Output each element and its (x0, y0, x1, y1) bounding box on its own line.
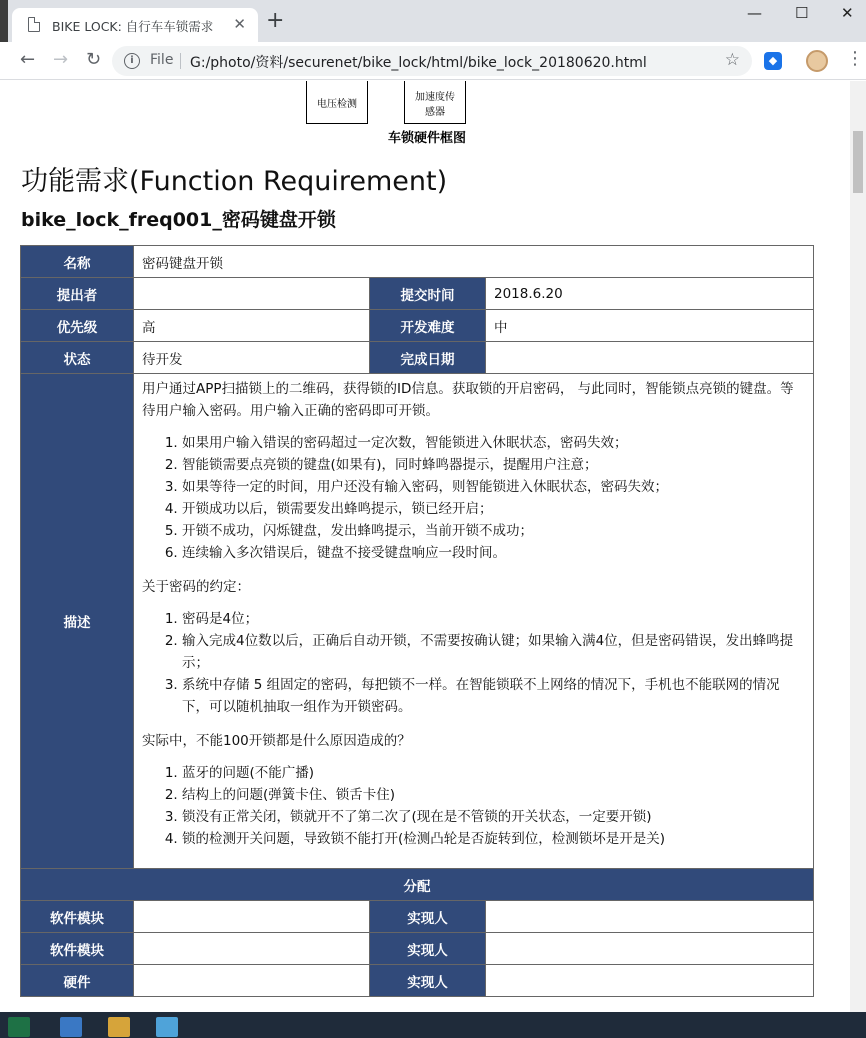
tab-close-icon[interactable]: ✕ (233, 15, 246, 33)
status-value: 待开发 (134, 342, 370, 374)
implementer-value (486, 901, 814, 933)
page-content (8, 81, 850, 1012)
assign-row-label: 软件模块 (21, 933, 134, 965)
reload-button[interactable]: ↻ (86, 49, 102, 70)
requirement-table (20, 245, 814, 997)
list-item: 5. 开锁不成功，闪烁键盘，发出蜂鸣提示，当前开锁不成功； (182, 520, 805, 542)
new-tab-button[interactable]: + (266, 8, 285, 33)
diagram-box-accelerometer (404, 81, 466, 124)
assign-row-value (134, 901, 370, 933)
assign-row-label: 软件模块 (21, 901, 134, 933)
submit-time-label: 提交时间 (370, 278, 486, 310)
list-item: 3. 如果等待一定的时间，用户还没有输入密码，则智能锁进入休眠状态，密码失效； (182, 476, 805, 498)
browser-toolbar (0, 42, 866, 80)
table-row (21, 965, 814, 997)
file-explorer-icon[interactable] (60, 1017, 82, 1037)
implementer-value (486, 933, 814, 965)
table-row (21, 901, 814, 933)
diagram-caption: 车锁硬件框图 (388, 131, 467, 146)
assign-row-value (134, 965, 370, 997)
table-row (21, 310, 814, 342)
pen-app-icon[interactable] (156, 1017, 178, 1037)
difficulty-value: 中 (486, 310, 814, 342)
table-row (21, 246, 814, 278)
scrollbar-thumb[interactable] (853, 131, 863, 193)
done-date-value (486, 342, 814, 374)
tab-title: BIKE LOCK: 自行车车锁需求 (52, 19, 214, 34)
done-date-label: 完成日期 (370, 342, 486, 374)
excel-icon[interactable] (8, 1017, 30, 1037)
table-row (21, 933, 814, 965)
diagram-box-voltage (306, 81, 368, 124)
list-item: 4. 锁的检测开关问题，导致锁不能打开(检测凸轮是否旋转到位，检测锁坏是开是关) (182, 828, 805, 850)
list-item: 2. 结构上的问题(弹簧卡住、锁舌卡住) (182, 784, 805, 806)
maximize-button[interactable]: ☐ (795, 4, 809, 22)
list-item: 2. 输入完成4位数以后，正确后自动开锁，不需要按确认键；如果输入满4位，但是密码错误，发出蜂鸣提示； (182, 630, 805, 674)
description-label: 描述 (21, 374, 134, 869)
name-label: 名称 (21, 246, 134, 278)
list-item: 3. 锁没有正常关闭，锁就开不了第二次了(现在是不管锁的开关状态，一定要开锁) (182, 806, 805, 828)
list-item: 1. 密码是4位； (182, 608, 805, 630)
list-item: 6. 连续输入多次错误后，键盘不接受键盘响应一段时间。 (182, 542, 805, 564)
app-icon[interactable] (108, 1017, 130, 1037)
table-row (21, 869, 814, 901)
profile-avatar[interactable] (806, 50, 828, 72)
scheme-label: File (150, 52, 174, 68)
address-bar[interactable] (112, 46, 752, 76)
extension-icon[interactable]: ◆ (764, 52, 782, 70)
window-edge (0, 0, 8, 42)
close-window-button[interactable]: ✕ (841, 4, 854, 22)
tab-strip (0, 0, 866, 42)
list-item: 4. 开锁成功以后，锁需要发出蜂鸣提示，锁已经开启； (182, 498, 805, 520)
tab-active[interactable] (12, 8, 258, 42)
status-label: 状态 (21, 342, 134, 374)
password-rules-list (182, 608, 805, 718)
failure-heading: 实际中，不能100开锁都是什么原因造成的？ (142, 733, 411, 749)
submitter-label: 提出者 (21, 278, 134, 310)
implementer-value (486, 965, 814, 997)
document-icon (28, 17, 40, 32)
forward-button[interactable]: → (53, 49, 69, 70)
list-item: 1. 如果用户输入错误的密码超过一定次数，智能锁进入休眠状态，密码失效； (182, 432, 805, 454)
assign-row-value (134, 933, 370, 965)
name-value: 密码键盘开锁 (134, 246, 814, 278)
url-separator (180, 53, 181, 69)
implementer-label: 实现人 (370, 901, 486, 933)
implementer-label: 实现人 (370, 965, 486, 997)
diagram-box-label: 感器 (425, 107, 445, 118)
table-row (21, 278, 814, 310)
bookmark-star-icon[interactable]: ☆ (724, 50, 740, 70)
priority-value: 高 (134, 310, 370, 342)
implementer-label: 实现人 (370, 933, 486, 965)
diagram-box-label: 电压检测 (317, 99, 357, 110)
vertical-scrollbar[interactable] (850, 81, 866, 1012)
section-heading: bike_lock_freq001_密码键盘开锁 (21, 209, 336, 231)
back-button[interactable]: ← (20, 49, 36, 70)
diagram-box-label: 加速度传 (415, 92, 455, 103)
url-text[interactable]: G:/photo/资料/securenet/bike_lock/html/bike_lock_20180620.html (190, 55, 647, 71)
taskbar (0, 1012, 866, 1038)
list-item: 1. 蓝牙的问题(不能广播) (182, 762, 805, 784)
priority-label: 优先级 (21, 310, 134, 342)
page-heading: 功能需求(Function Requirement) (21, 166, 448, 197)
assign-row-label: 硬件 (21, 965, 134, 997)
description-cell (134, 374, 814, 869)
assignment-header: 分配 (21, 869, 814, 901)
submit-time-value: 2018.6.20 (486, 278, 814, 310)
submitter-value (134, 278, 370, 310)
minimize-button[interactable]: — (747, 4, 762, 22)
table-row (21, 374, 814, 869)
description-intro: 用户通过APP扫描锁上的二维码，获得锁的ID信息。获取锁的开启密码， 与此同时，智能锁点亮锁的键盘。等待用户输入密码。用户输入正确的密码即可开锁。 (142, 381, 794, 419)
failure-causes-list (182, 762, 805, 850)
behavior-list (182, 432, 805, 564)
difficulty-label: 开发难度 (370, 310, 486, 342)
list-item: 2. 智能锁需要点亮锁的键盘(如果有)，同时蜂鸣器提示，提醒用户注意； (182, 454, 805, 476)
browser-menu-icon[interactable]: ⋮ (846, 48, 864, 69)
password-heading: 关于密码的约定： (142, 579, 250, 595)
table-row (21, 342, 814, 374)
info-icon[interactable]: i (124, 53, 140, 69)
list-item: 3. 系统中存储 5 组固定的密码，每把锁不一样。在智能锁联不上网络的情况下，手机也不能联网的情况下，可以随机抽取一组作为开锁密码。 (182, 674, 805, 718)
